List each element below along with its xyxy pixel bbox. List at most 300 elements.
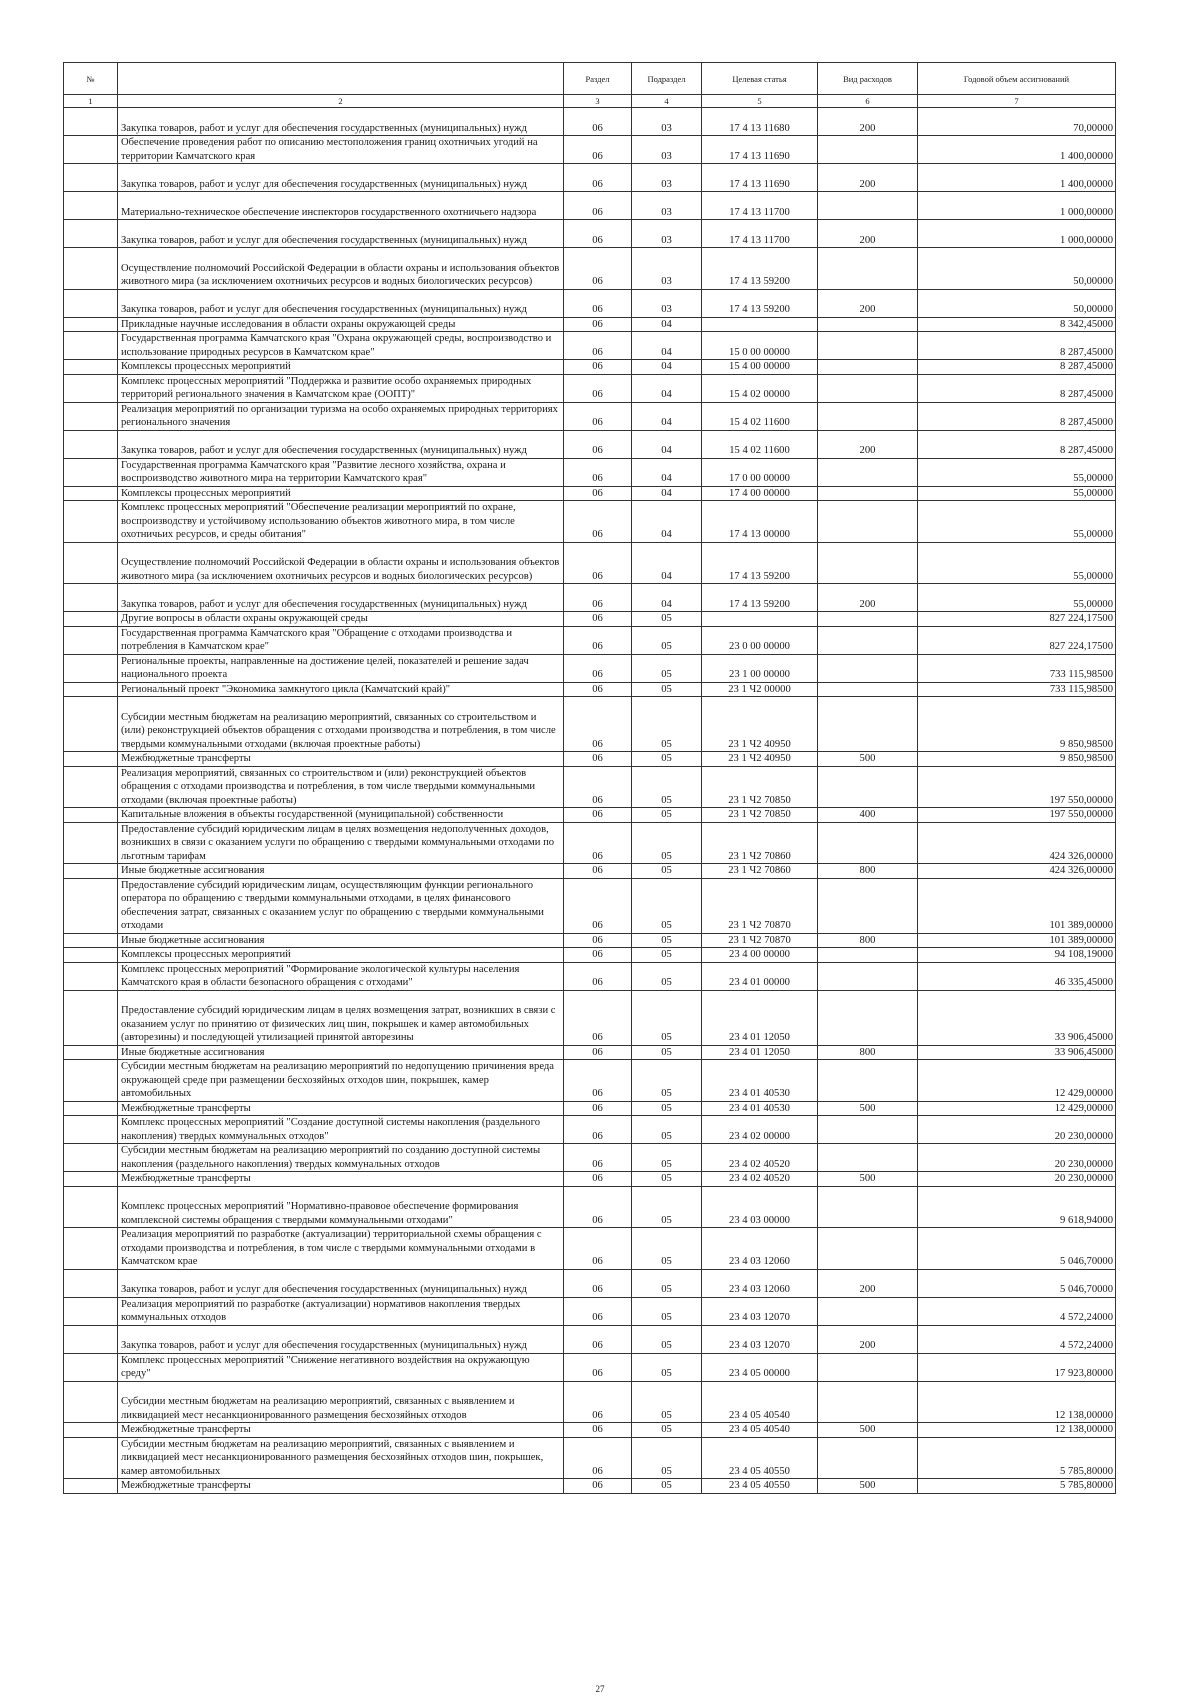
row-annual-amount: 20 230,00000	[918, 1172, 1116, 1187]
table-row	[64, 1437, 1116, 1479]
row-annual-amount: 1 400,00000	[918, 164, 1116, 192]
row-section: 06	[564, 752, 632, 767]
row-name: Субсидии местным бюджетам на реализацию мероприятий по недопущению причинения вреда окружающей среде при размещении бесхозяйных отходов шин, покрышек, камер автомобильных	[118, 1060, 564, 1102]
row-subsection: 04	[632, 360, 702, 375]
row-name: Государственная программа Камчатского края "Охрана окружающей среды, воспроизводство и использование природных ресурсов в Камчатском крае"	[118, 332, 564, 360]
table-row	[64, 1101, 1116, 1116]
header-expense-type: Вид расходов	[818, 63, 918, 95]
row-annual-amount: 12 138,00000	[918, 1381, 1116, 1423]
row-number	[64, 289, 118, 317]
row-name: Осуществление полномочий Российской Федерации в области охраны и использования объектов животного мира (за исключением охотничьих ресурсов и водных биологических ресурсов)	[118, 248, 564, 290]
row-target-item: 15 4 02 00000	[702, 374, 818, 402]
row-target-item: 23 4 02 40520	[702, 1144, 818, 1172]
row-target-item	[702, 317, 818, 332]
table-row	[64, 289, 1116, 317]
row-number	[64, 220, 118, 248]
row-expense-type: 200	[818, 1325, 918, 1353]
row-subsection: 05	[632, 962, 702, 990]
row-subsection: 04	[632, 430, 702, 458]
row-name: Государственная программа Камчатского края "Развитие лесного хозяйства, охрана и воспроизводство животного мира на территории Камчатского края"	[118, 458, 564, 486]
table-row	[64, 1144, 1116, 1172]
row-subsection: 05	[632, 822, 702, 864]
row-subsection: 05	[632, 878, 702, 933]
row-target-item: 15 0 00 00000	[702, 332, 818, 360]
row-target-item: 17 4 13 00000	[702, 501, 818, 543]
table-row	[64, 402, 1116, 430]
row-name: Комплекс процессных мероприятий "Нормативно-правовое обеспечение формирования комплексной системы обращения с твердыми коммунальными отходами"	[118, 1186, 564, 1228]
row-target-item: 23 4 03 12070	[702, 1297, 818, 1325]
row-annual-amount: 5 785,80000	[918, 1479, 1116, 1494]
row-annual-amount: 20 230,00000	[918, 1116, 1116, 1144]
row-expense-type	[818, 948, 918, 963]
row-annual-amount: 33 906,45000	[918, 990, 1116, 1045]
row-subsection: 04	[632, 458, 702, 486]
row-expense-type: 200	[818, 1269, 918, 1297]
row-subsection: 05	[632, 1144, 702, 1172]
row-name: Комплексы процессных мероприятий	[118, 948, 564, 963]
row-name: Обеспечение проведения работ по описанию местоположения границ охотничьих угодий на территории Камчатского края	[118, 136, 564, 164]
row-number	[64, 1101, 118, 1116]
row-subsection: 04	[632, 542, 702, 584]
row-number	[64, 542, 118, 584]
row-expense-type	[818, 766, 918, 808]
table-row	[64, 766, 1116, 808]
row-name: Комплексы процессных мероприятий	[118, 486, 564, 501]
row-name: Закупка товаров, работ и услуг для обеспечения государственных (муниципальных) нужд	[118, 1325, 564, 1353]
row-expense-type	[818, 878, 918, 933]
table-row	[64, 360, 1116, 375]
row-annual-amount: 9 618,94000	[918, 1186, 1116, 1228]
row-number	[64, 402, 118, 430]
row-section: 06	[564, 1325, 632, 1353]
row-expense-type	[818, 458, 918, 486]
row-target-item: 23 4 05 40540	[702, 1381, 818, 1423]
row-subsection: 04	[632, 486, 702, 501]
table-row	[64, 374, 1116, 402]
column-number: 2	[118, 95, 564, 108]
row-section: 06	[564, 1186, 632, 1228]
row-section: 06	[564, 317, 632, 332]
row-annual-amount: 55,00000	[918, 542, 1116, 584]
row-number	[64, 1297, 118, 1325]
row-expense-type	[818, 822, 918, 864]
row-annual-amount: 50,00000	[918, 289, 1116, 317]
row-annual-amount: 9 850,98500	[918, 752, 1116, 767]
table-row	[64, 136, 1116, 164]
table-row	[64, 878, 1116, 933]
header-subsection: Подраздел	[632, 63, 702, 95]
row-section: 06	[564, 248, 632, 290]
row-section: 06	[564, 1144, 632, 1172]
row-target-item: 23 1 Ч2 70860	[702, 822, 818, 864]
table-row	[64, 584, 1116, 612]
column-number-row	[64, 95, 1116, 108]
row-name: Иные бюджетные ассигнования	[118, 933, 564, 948]
row-number	[64, 1228, 118, 1270]
table-row	[64, 682, 1116, 697]
row-annual-amount: 424 326,00000	[918, 864, 1116, 879]
row-section: 06	[564, 822, 632, 864]
row-expense-type: 500	[818, 1172, 918, 1187]
row-subsection: 05	[632, 1228, 702, 1270]
table-body	[64, 108, 1116, 1494]
row-section: 06	[564, 808, 632, 823]
row-section: 06	[564, 962, 632, 990]
row-subsection: 04	[632, 402, 702, 430]
row-expense-type	[818, 626, 918, 654]
row-expense-type: 200	[818, 430, 918, 458]
row-number	[64, 1045, 118, 1060]
row-name: Закупка товаров, работ и услуг для обеспечения государственных (муниципальных) нужд	[118, 164, 564, 192]
row-subsection: 05	[632, 933, 702, 948]
row-number	[64, 486, 118, 501]
table-row	[64, 164, 1116, 192]
row-expense-type	[818, 1116, 918, 1144]
row-annual-amount: 197 550,00000	[918, 808, 1116, 823]
row-subsection: 04	[632, 317, 702, 332]
row-section: 06	[564, 948, 632, 963]
row-annual-amount: 70,00000	[918, 108, 1116, 136]
row-annual-amount: 8 342,45000	[918, 317, 1116, 332]
row-expense-type	[818, 1437, 918, 1479]
row-subsection: 04	[632, 501, 702, 543]
row-name: Другие вопросы в области охраны окружающей среды	[118, 612, 564, 627]
row-number	[64, 332, 118, 360]
row-target-item: 17 4 13 11700	[702, 220, 818, 248]
column-number: 1	[64, 95, 118, 108]
row-subsection: 05	[632, 752, 702, 767]
row-section: 06	[564, 1060, 632, 1102]
row-annual-amount: 1 000,00000	[918, 192, 1116, 220]
row-name: Закупка товаров, работ и услуг для обеспечения государственных (муниципальных) нужд	[118, 584, 564, 612]
row-section: 06	[564, 430, 632, 458]
table-row	[64, 1060, 1116, 1102]
table-row	[64, 486, 1116, 501]
row-name: Материально-техническое обеспечение инспекторов государственного охотничьего надзора	[118, 192, 564, 220]
row-section: 06	[564, 1381, 632, 1423]
row-target-item: 17 4 13 59200	[702, 542, 818, 584]
row-name: Предоставление субсидий юридическим лицам в целях возмещения затрат, возникших в связи с оказанием услуг по принятию от физических лиц шин, покрышек и камер автомобильных (авторезины) и последующей утилизацией принятой авторезины	[118, 990, 564, 1045]
row-subsection: 05	[632, 1381, 702, 1423]
row-section: 06	[564, 164, 632, 192]
row-name: Комплекс процессных мероприятий "Обеспечение реализации мероприятий по охране, воспроизводству и устойчивому использованию объектов животного мира, в том числе охотничьих ресурсов, и среды обитания"	[118, 501, 564, 543]
row-subsection: 05	[632, 1060, 702, 1102]
table-row	[64, 248, 1116, 290]
row-number	[64, 1479, 118, 1494]
row-section: 06	[564, 1479, 632, 1494]
row-expense-type	[818, 136, 918, 164]
row-expense-type: 800	[818, 933, 918, 948]
row-section: 06	[564, 501, 632, 543]
row-target-item: 23 4 05 40550	[702, 1479, 818, 1494]
row-subsection: 05	[632, 1325, 702, 1353]
row-subsection: 05	[632, 626, 702, 654]
row-number	[64, 1116, 118, 1144]
row-name: Предоставление субсидий юридическим лицам в целях возмещения недополученных доходов, возникших в связи с оказанием услуги по обращению с твердыми коммунальными отходами по льготным тарифам	[118, 822, 564, 864]
row-name: Межбюджетные трансферты	[118, 1479, 564, 1494]
row-name: Капитальные вложения в объекты государственной (муниципальной) собственности	[118, 808, 564, 823]
row-number	[64, 990, 118, 1045]
row-section: 06	[564, 136, 632, 164]
row-section: 06	[564, 682, 632, 697]
row-expense-type	[818, 192, 918, 220]
row-section: 06	[564, 878, 632, 933]
row-subsection: 05	[632, 1437, 702, 1479]
row-number	[64, 248, 118, 290]
row-annual-amount: 4 572,24000	[918, 1325, 1116, 1353]
row-number	[64, 626, 118, 654]
row-section: 06	[564, 458, 632, 486]
row-expense-type	[818, 486, 918, 501]
row-target-item: 23 4 01 40530	[702, 1060, 818, 1102]
row-target-item: 23 1 Ч2 70860	[702, 864, 818, 879]
row-name: Субсидии местным бюджетам на реализацию мероприятий по созданию доступной системы накопления (раздельного накопления) твердых коммунальных отходов	[118, 1144, 564, 1172]
row-number	[64, 584, 118, 612]
header-name	[118, 63, 564, 95]
row-expense-type: 200	[818, 108, 918, 136]
row-number	[64, 458, 118, 486]
row-section: 06	[564, 1116, 632, 1144]
row-name: Региональные проекты, направленные на достижение целей, показателей и решение задач национального проекта	[118, 654, 564, 682]
row-target-item: 17 4 13 59200	[702, 584, 818, 612]
row-annual-amount: 8 287,45000	[918, 402, 1116, 430]
row-expense-type	[818, 501, 918, 543]
row-annual-amount: 55,00000	[918, 501, 1116, 543]
row-subsection: 04	[632, 584, 702, 612]
row-section: 06	[564, 220, 632, 248]
row-section: 06	[564, 402, 632, 430]
row-section: 06	[564, 360, 632, 375]
row-name: Реализация мероприятий по разработке (актуализации) нормативов накопления твердых коммунальных отходов	[118, 1297, 564, 1325]
row-expense-type	[818, 317, 918, 332]
row-section: 06	[564, 990, 632, 1045]
row-section: 06	[564, 864, 632, 879]
row-name: Государственная программа Камчатского края "Обращение с отходами производства и потребления в Камчатском крае"	[118, 626, 564, 654]
row-target-item: 15 4 02 11600	[702, 402, 818, 430]
row-number	[64, 933, 118, 948]
row-target-item: 17 4 13 11690	[702, 164, 818, 192]
row-number	[64, 1060, 118, 1102]
table-row	[64, 332, 1116, 360]
row-section: 06	[564, 1269, 632, 1297]
row-target-item: 23 4 05 40540	[702, 1423, 818, 1438]
row-expense-type: 800	[818, 864, 918, 879]
row-subsection: 05	[632, 1101, 702, 1116]
row-expense-type: 500	[818, 752, 918, 767]
row-expense-type	[818, 682, 918, 697]
table-row	[64, 654, 1116, 682]
row-number	[64, 612, 118, 627]
row-expense-type	[818, 612, 918, 627]
table-row	[64, 501, 1116, 543]
row-name: Осуществление полномочий Российской Федерации в области охраны и использования объектов животного мира (за исключением охотничьих ресурсов и водных биологических ресурсов)	[118, 542, 564, 584]
row-annual-amount: 8 287,45000	[918, 374, 1116, 402]
row-expense-type	[818, 542, 918, 584]
row-number	[64, 878, 118, 933]
row-number	[64, 1353, 118, 1381]
row-annual-amount: 94 108,19000	[918, 948, 1116, 963]
table-row	[64, 808, 1116, 823]
row-annual-amount: 55,00000	[918, 486, 1116, 501]
page-number: 27	[595, 1684, 605, 1694]
row-annual-amount: 12 429,00000	[918, 1101, 1116, 1116]
row-expense-type	[818, 1228, 918, 1270]
column-number: 6	[818, 95, 918, 108]
row-target-item: 23 4 00 00000	[702, 948, 818, 963]
row-subsection: 05	[632, 1423, 702, 1438]
row-subsection: 04	[632, 374, 702, 402]
row-number	[64, 1144, 118, 1172]
row-name: Межбюджетные трансферты	[118, 1101, 564, 1116]
row-target-item: 23 1 Ч2 70850	[702, 766, 818, 808]
row-annual-amount: 197 550,00000	[918, 766, 1116, 808]
row-target-item: 23 1 00 00000	[702, 654, 818, 682]
row-annual-amount: 12 138,00000	[918, 1423, 1116, 1438]
row-section: 06	[564, 1101, 632, 1116]
row-annual-amount: 733 115,98500	[918, 654, 1116, 682]
row-subsection: 05	[632, 1172, 702, 1187]
row-target-item: 23 4 05 40550	[702, 1437, 818, 1479]
row-number	[64, 682, 118, 697]
row-subsection: 05	[632, 612, 702, 627]
row-target-item: 23 1 Ч2 00000	[702, 682, 818, 697]
row-number	[64, 766, 118, 808]
table-row	[64, 1186, 1116, 1228]
row-annual-amount: 5 046,70000	[918, 1228, 1116, 1270]
row-expense-type: 500	[818, 1423, 918, 1438]
row-subsection: 05	[632, 808, 702, 823]
table-row	[64, 430, 1116, 458]
row-expense-type: 200	[818, 289, 918, 317]
row-section: 06	[564, 289, 632, 317]
row-section: 06	[564, 1045, 632, 1060]
row-name: Реализация мероприятий, связанных со строительством и (или) реконструкцией объектов обращения с отходами производства и потребления, в том числе твердыми коммунальными отходами (включая проектные работы)	[118, 766, 564, 808]
column-number: 4	[632, 95, 702, 108]
row-target-item: 23 4 01 40530	[702, 1101, 818, 1116]
row-annual-amount: 50,00000	[918, 248, 1116, 290]
row-section: 06	[564, 1423, 632, 1438]
table-row	[64, 962, 1116, 990]
row-number	[64, 948, 118, 963]
row-expense-type	[818, 248, 918, 290]
row-annual-amount: 827 224,17500	[918, 626, 1116, 654]
column-number: 7	[918, 95, 1116, 108]
row-subsection: 05	[632, 1353, 702, 1381]
row-name: Реализация мероприятий по организации туризма на особо охраняемых природных территориях регионального значения	[118, 402, 564, 430]
row-target-item: 17 4 13 11690	[702, 136, 818, 164]
header-number: №	[64, 63, 118, 95]
row-target-item: 17 4 13 11700	[702, 192, 818, 220]
row-annual-amount: 827 224,17500	[918, 612, 1116, 627]
row-target-item: 17 0 00 00000	[702, 458, 818, 486]
row-target-item: 23 4 03 12060	[702, 1228, 818, 1270]
row-number	[64, 962, 118, 990]
row-subsection: 05	[632, 990, 702, 1045]
row-number	[64, 360, 118, 375]
row-annual-amount: 424 326,00000	[918, 822, 1116, 864]
row-target-item: 23 4 03 00000	[702, 1186, 818, 1228]
row-target-item: 17 4 13 59200	[702, 248, 818, 290]
row-number	[64, 822, 118, 864]
row-section: 06	[564, 1297, 632, 1325]
row-expense-type	[818, 360, 918, 375]
table-row	[64, 1479, 1116, 1494]
row-annual-amount: 9 850,98500	[918, 697, 1116, 752]
row-name: Закупка товаров, работ и услуг для обеспечения государственных (муниципальных) нужд	[118, 108, 564, 136]
row-name: Субсидии местным бюджетам на реализацию мероприятий, связанных с выявлением и ликвидацией мест несанкционированного размещения бесхозяйных отходов шин, покрышек, камер автомобильных	[118, 1437, 564, 1479]
row-expense-type	[818, 697, 918, 752]
row-number	[64, 374, 118, 402]
row-subsection: 05	[632, 1269, 702, 1297]
table-row	[64, 612, 1116, 627]
row-number	[64, 1325, 118, 1353]
budget-table	[63, 62, 1116, 1494]
row-name: Закупка товаров, работ и услуг для обеспечения государственных (муниципальных) нужд	[118, 220, 564, 248]
row-name: Прикладные научные исследования в области охраны окружающей среды	[118, 317, 564, 332]
row-name: Субсидии местным бюджетам на реализацию мероприятий, связанных со строительством и (или) реконструкцией объектов обращения с отходами производства и потребления, в том числе твердыми коммунальными отходами (включая проектные работы)	[118, 697, 564, 752]
table-header-row	[64, 63, 1116, 95]
row-section: 06	[564, 486, 632, 501]
row-target-item: 23 4 02 00000	[702, 1116, 818, 1144]
row-section: 06	[564, 584, 632, 612]
row-expense-type	[818, 962, 918, 990]
row-section: 06	[564, 766, 632, 808]
row-target-item: 23 1 Ч2 70870	[702, 933, 818, 948]
row-expense-type: 500	[818, 1479, 918, 1494]
row-section: 06	[564, 1228, 632, 1270]
table-row	[64, 948, 1116, 963]
table-row	[64, 1045, 1116, 1060]
row-annual-amount: 4 572,24000	[918, 1297, 1116, 1325]
row-number	[64, 1186, 118, 1228]
row-number	[64, 1437, 118, 1479]
row-number	[64, 108, 118, 136]
header-section: Раздел	[564, 63, 632, 95]
row-subsection: 05	[632, 1479, 702, 1494]
row-number	[64, 697, 118, 752]
table-row	[64, 317, 1116, 332]
row-expense-type: 200	[818, 164, 918, 192]
row-number	[64, 1381, 118, 1423]
table-row	[64, 864, 1116, 879]
row-expense-type	[818, 990, 918, 1045]
row-target-item: 23 4 02 40520	[702, 1172, 818, 1187]
row-section: 06	[564, 1437, 632, 1479]
row-subsection: 05	[632, 682, 702, 697]
row-annual-amount: 101 389,00000	[918, 933, 1116, 948]
row-annual-amount: 20 230,00000	[918, 1144, 1116, 1172]
row-subsection: 05	[632, 948, 702, 963]
row-section: 06	[564, 654, 632, 682]
row-target-item: 23 1 Ч2 40950	[702, 752, 818, 767]
table-row	[64, 108, 1116, 136]
column-number: 5	[702, 95, 818, 108]
row-section: 06	[564, 933, 632, 948]
row-section: 06	[564, 1172, 632, 1187]
row-annual-amount: 8 287,45000	[918, 332, 1116, 360]
row-subsection: 05	[632, 1045, 702, 1060]
row-expense-type: 500	[818, 1101, 918, 1116]
row-subsection: 03	[632, 136, 702, 164]
row-section: 06	[564, 192, 632, 220]
row-target-item: 17 4 00 00000	[702, 486, 818, 501]
table-row	[64, 1423, 1116, 1438]
row-expense-type	[818, 1381, 918, 1423]
row-annual-amount: 55,00000	[918, 584, 1116, 612]
row-subsection: 04	[632, 332, 702, 360]
row-section: 06	[564, 697, 632, 752]
row-annual-amount: 5 785,80000	[918, 1437, 1116, 1479]
